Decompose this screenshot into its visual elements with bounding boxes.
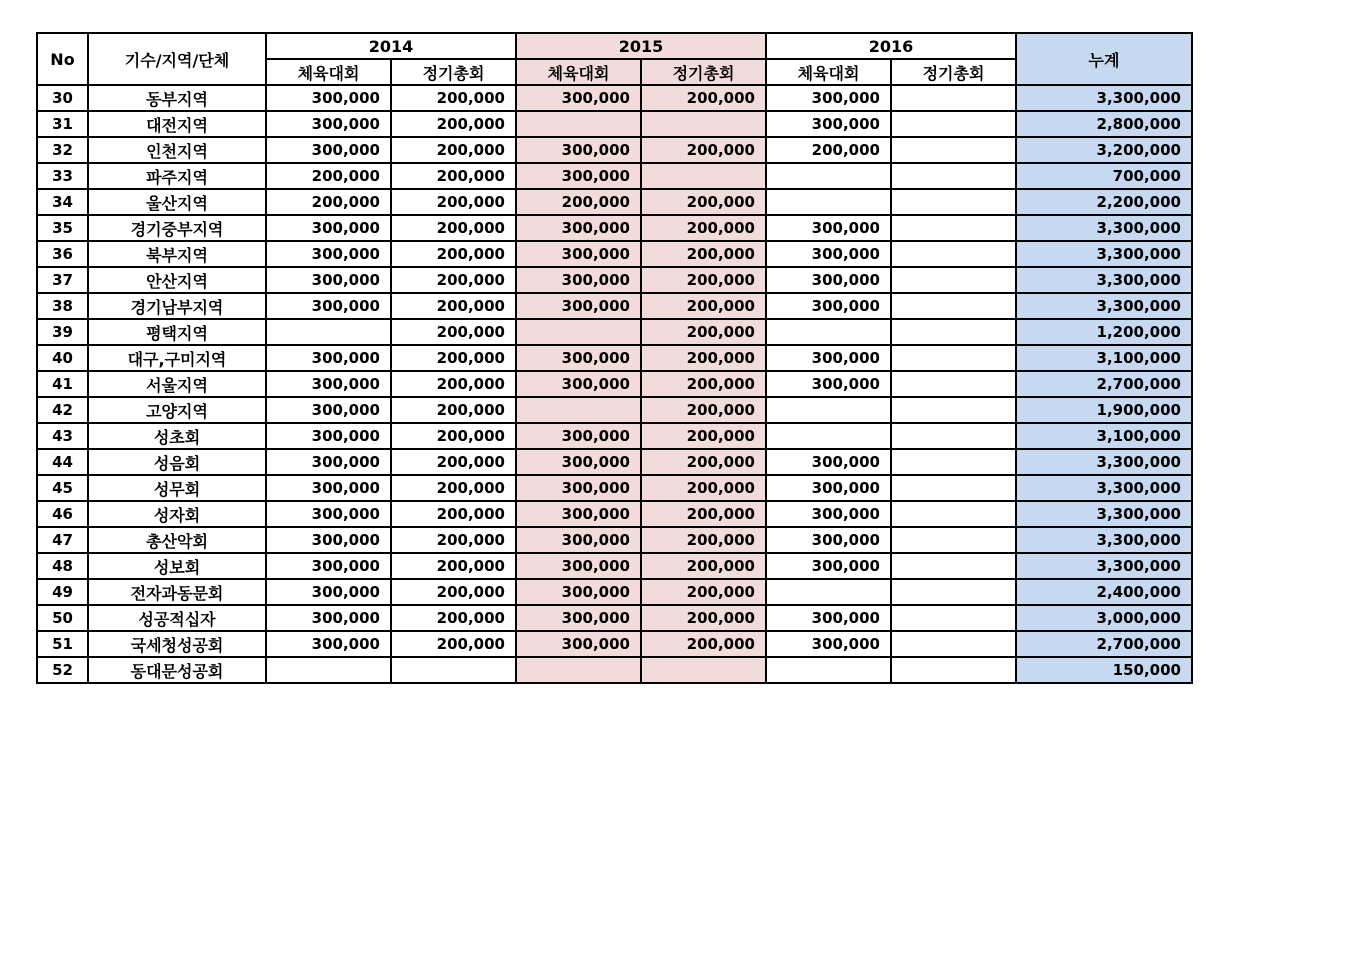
cell-2016-meeting [891,215,1016,241]
cell-2015-meeting: 200,000 [641,189,766,215]
cell-2016-meeting [891,345,1016,371]
cell-2015-sports: 300,000 [516,527,641,553]
cell-2016-meeting [891,579,1016,605]
row-region-cell: 총산악회 [88,527,266,553]
cell-2015-sports: 300,000 [516,163,641,189]
cell-2016-sports: 300,000 [766,501,891,527]
table-row [37,241,1192,267]
row-region-cell: 북부지역 [88,241,266,267]
cell-2016-sports: 300,000 [766,605,891,631]
row-total-cell: 3,200,000 [1016,137,1192,163]
cell-2015-meeting: 200,000 [641,423,766,449]
row-region-cell: 성초회 [88,423,266,449]
cell-2014-sports: 300,000 [266,579,391,605]
cell-2014-sports: 300,000 [266,475,391,501]
cell-2014-sports: 300,000 [266,449,391,475]
cell-2014-meeting: 200,000 [391,449,516,475]
cell-2014-meeting: 200,000 [391,241,516,267]
table-row [37,423,1192,449]
cell-2016-sports: 300,000 [766,111,891,137]
row-total-cell: 3,300,000 [1016,475,1192,501]
cell-2015-sports: 300,000 [516,241,641,267]
cell-2016-meeting [891,85,1016,111]
cell-2014-meeting: 200,000 [391,475,516,501]
table-row [37,371,1192,397]
cell-2015-meeting: 200,000 [641,579,766,605]
cell-2014-sports: 300,000 [266,501,391,527]
header-2015-sports: 체육대회 [516,59,641,85]
table-row [37,605,1192,631]
row-no-cell: 42 [37,397,88,423]
header-total: 누계 [1016,33,1192,85]
row-no-cell: 30 [37,85,88,111]
row-region-cell: 평택지역 [88,319,266,345]
row-no-cell: 34 [37,189,88,215]
cell-2014-meeting: 200,000 [391,85,516,111]
cell-2014-sports: 300,000 [266,345,391,371]
cell-2015-sports [516,319,641,345]
cell-2015-meeting [641,111,766,137]
cell-2016-meeting [891,397,1016,423]
cell-2016-sports: 300,000 [766,241,891,267]
table-row [37,527,1192,553]
table-row [37,85,1192,111]
cell-2016-meeting [891,631,1016,657]
row-total-cell: 3,000,000 [1016,605,1192,631]
row-total-cell: 3,300,000 [1016,553,1192,579]
cell-2014-meeting: 200,000 [391,215,516,241]
row-no-cell: 38 [37,293,88,319]
cell-2015-meeting: 200,000 [641,215,766,241]
row-region-cell: 경기남부지역 [88,293,266,319]
row-region-cell: 경기중부지역 [88,215,266,241]
cell-2015-sports: 300,000 [516,631,641,657]
row-no-cell: 39 [37,319,88,345]
row-total-cell: 2,800,000 [1016,111,1192,137]
cell-2015-meeting: 200,000 [641,267,766,293]
header-2015-meeting: 정기총회 [641,59,766,85]
cell-2015-meeting: 200,000 [641,371,766,397]
row-total-cell: 3,300,000 [1016,241,1192,267]
cell-2016-meeting [891,241,1016,267]
row-total-cell: 2,400,000 [1016,579,1192,605]
cell-2016-meeting [891,163,1016,189]
row-total-cell: 2,700,000 [1016,631,1192,657]
cell-2014-sports: 200,000 [266,163,391,189]
header-2014-meeting: 정기총회 [391,59,516,85]
row-total-cell: 3,100,000 [1016,423,1192,449]
row-total-cell: 3,300,000 [1016,85,1192,111]
cell-2015-meeting: 200,000 [641,553,766,579]
header-2014-sports: 체육대회 [266,59,391,85]
cell-2015-sports: 300,000 [516,501,641,527]
cell-2015-meeting: 200,000 [641,85,766,111]
row-no-cell: 36 [37,241,88,267]
table-row [37,293,1192,319]
cell-2015-sports: 300,000 [516,293,641,319]
cell-2014-meeting: 200,000 [391,137,516,163]
cell-2014-meeting: 200,000 [391,501,516,527]
cell-2016-sports: 300,000 [766,345,891,371]
cell-2016-sports [766,579,891,605]
cell-2016-meeting [891,189,1016,215]
cell-2014-meeting: 200,000 [391,189,516,215]
cell-2014-sports: 300,000 [266,605,391,631]
row-no-cell: 46 [37,501,88,527]
cell-2014-sports: 300,000 [266,137,391,163]
cell-2016-meeting [891,371,1016,397]
row-region-cell: 파주지역 [88,163,266,189]
cell-2016-sports: 200,000 [766,137,891,163]
cell-2014-sports: 300,000 [266,293,391,319]
header-region: 기수/지역/단체 [88,33,266,85]
table-row [37,449,1192,475]
cell-2014-sports: 300,000 [266,527,391,553]
row-total-cell: 700,000 [1016,163,1192,189]
row-no-cell: 40 [37,345,88,371]
cell-2016-sports: 300,000 [766,449,891,475]
row-no-cell: 43 [37,423,88,449]
row-no-cell: 50 [37,605,88,631]
row-no-cell: 49 [37,579,88,605]
row-no-cell: 32 [37,137,88,163]
cell-2015-meeting [641,163,766,189]
table-row [37,553,1192,579]
table-row [37,345,1192,371]
cell-2016-sports: 300,000 [766,215,891,241]
cell-2014-meeting: 200,000 [391,527,516,553]
row-no-cell: 33 [37,163,88,189]
cell-2014-meeting [391,657,516,683]
cell-2015-sports: 300,000 [516,371,641,397]
cell-2016-meeting [891,267,1016,293]
header-2016-meeting: 정기총회 [891,59,1016,85]
cell-2015-sports: 300,000 [516,449,641,475]
table-row [37,163,1192,189]
table-row [37,189,1192,215]
row-no-cell: 48 [37,553,88,579]
cell-2016-meeting [891,605,1016,631]
cell-2016-meeting [891,501,1016,527]
cell-2015-sports: 300,000 [516,137,641,163]
cell-2014-meeting: 200,000 [391,293,516,319]
table-row [37,215,1192,241]
row-no-cell: 47 [37,527,88,553]
cell-2015-meeting: 200,000 [641,631,766,657]
row-region-cell: 울산지역 [88,189,266,215]
row-region-cell: 인천지역 [88,137,266,163]
cell-2014-sports: 300,000 [266,423,391,449]
cell-2016-meeting [891,475,1016,501]
cell-2014-sports: 300,000 [266,631,391,657]
cell-2016-meeting [891,319,1016,345]
header-year-2016: 2016 [766,33,1016,59]
cell-2014-meeting: 200,000 [391,111,516,137]
table-row [37,631,1192,657]
cell-2016-sports [766,319,891,345]
cell-2014-meeting: 200,000 [391,371,516,397]
cell-2014-sports: 300,000 [266,553,391,579]
row-region-cell: 전자과동문회 [88,579,266,605]
table-row [37,657,1192,683]
cell-2016-sports: 300,000 [766,475,891,501]
table-row [37,267,1192,293]
cell-2016-sports [766,163,891,189]
header-year-2014: 2014 [266,33,516,59]
cell-2014-meeting: 200,000 [391,579,516,605]
cell-2016-meeting [891,111,1016,137]
donation-table [36,32,1193,684]
row-region-cell: 성공적십자 [88,605,266,631]
cell-2014-sports: 300,000 [266,267,391,293]
row-region-cell: 동부지역 [88,85,266,111]
cell-2016-sports [766,189,891,215]
cell-2014-meeting: 200,000 [391,631,516,657]
cell-2015-meeting: 200,000 [641,137,766,163]
cell-2014-meeting: 200,000 [391,553,516,579]
row-no-cell: 31 [37,111,88,137]
cell-2015-meeting: 200,000 [641,293,766,319]
cell-2014-meeting: 200,000 [391,319,516,345]
header-year-2015: 2015 [516,33,766,59]
cell-2014-meeting: 200,000 [391,163,516,189]
cell-2015-meeting [641,657,766,683]
cell-2016-meeting [891,553,1016,579]
row-total-cell: 1,200,000 [1016,319,1192,345]
row-total-cell: 2,700,000 [1016,371,1192,397]
table-body [37,85,1192,683]
cell-2015-sports: 300,000 [516,475,641,501]
cell-2016-sports: 300,000 [766,527,891,553]
cell-2016-sports: 300,000 [766,293,891,319]
row-no-cell: 45 [37,475,88,501]
table-row [37,579,1192,605]
cell-2015-meeting: 200,000 [641,475,766,501]
cell-2014-sports: 300,000 [266,371,391,397]
row-total-cell: 2,200,000 [1016,189,1192,215]
cell-2015-sports: 300,000 [516,267,641,293]
cell-2016-meeting [891,449,1016,475]
row-total-cell: 1,900,000 [1016,397,1192,423]
cell-2016-sports: 300,000 [766,267,891,293]
cell-2016-sports [766,397,891,423]
cell-2014-sports: 200,000 [266,189,391,215]
cell-2015-sports: 300,000 [516,553,641,579]
row-region-cell: 성보회 [88,553,266,579]
row-no-cell: 52 [37,657,88,683]
row-region-cell: 대전지역 [88,111,266,137]
row-region-cell: 성자회 [88,501,266,527]
row-no-cell: 41 [37,371,88,397]
table-row [37,137,1192,163]
cell-2014-meeting: 200,000 [391,345,516,371]
row-no-cell: 51 [37,631,88,657]
table-row [37,319,1192,345]
table-row [37,475,1192,501]
cell-2016-meeting [891,657,1016,683]
cell-2014-meeting: 200,000 [391,423,516,449]
row-no-cell: 35 [37,215,88,241]
row-total-cell: 3,300,000 [1016,293,1192,319]
table-row [37,111,1192,137]
cell-2014-sports [266,319,391,345]
cell-2016-meeting [891,293,1016,319]
cell-2015-meeting: 200,000 [641,501,766,527]
row-total-cell: 3,300,000 [1016,501,1192,527]
cell-2016-sports [766,423,891,449]
row-region-cell: 서울지역 [88,371,266,397]
cell-2015-meeting: 200,000 [641,449,766,475]
cell-2015-meeting: 200,000 [641,319,766,345]
table-row [37,501,1192,527]
cell-2016-sports: 300,000 [766,553,891,579]
cell-2014-sports: 300,000 [266,241,391,267]
cell-2015-meeting: 200,000 [641,605,766,631]
cell-2014-sports: 300,000 [266,85,391,111]
cell-2016-meeting [891,527,1016,553]
cell-2015-sports: 300,000 [516,85,641,111]
cell-2015-sports [516,397,641,423]
row-region-cell: 성음회 [88,449,266,475]
cell-2015-sports [516,111,641,137]
cell-2015-sports: 300,000 [516,605,641,631]
cell-2015-sports: 300,000 [516,215,641,241]
cell-2014-sports [266,657,391,683]
row-no-cell: 37 [37,267,88,293]
cell-2016-sports [766,657,891,683]
cell-2015-meeting: 200,000 [641,527,766,553]
row-region-cell: 동대문성공회 [88,657,266,683]
row-no-cell: 44 [37,449,88,475]
cell-2014-meeting: 200,000 [391,267,516,293]
row-total-cell: 3,100,000 [1016,345,1192,371]
cell-2014-meeting: 200,000 [391,397,516,423]
cell-2015-sports: 300,000 [516,579,641,605]
cell-2015-meeting: 200,000 [641,345,766,371]
cell-2014-sports: 300,000 [266,215,391,241]
header-no: No [37,33,88,85]
row-region-cell: 성무회 [88,475,266,501]
cell-2014-meeting: 200,000 [391,605,516,631]
row-total-cell: 3,300,000 [1016,215,1192,241]
cell-2014-sports: 300,000 [266,397,391,423]
row-region-cell: 국세청성공회 [88,631,266,657]
cell-2014-sports: 300,000 [266,111,391,137]
row-total-cell: 150,000 [1016,657,1192,683]
cell-2016-sports: 300,000 [766,85,891,111]
cell-2015-sports: 200,000 [516,189,641,215]
row-total-cell: 3,300,000 [1016,267,1192,293]
cell-2016-meeting [891,423,1016,449]
table-row [37,397,1192,423]
cell-2016-meeting [891,137,1016,163]
row-region-cell: 안산지역 [88,267,266,293]
cell-2015-meeting: 200,000 [641,397,766,423]
cell-2016-sports: 300,000 [766,631,891,657]
header-2016-sports: 체육대회 [766,59,891,85]
cell-2015-meeting: 200,000 [641,241,766,267]
table-header [37,33,1192,85]
row-total-cell: 3,300,000 [1016,449,1192,475]
cell-2016-sports: 300,000 [766,371,891,397]
cell-2015-sports: 300,000 [516,345,641,371]
row-region-cell: 대구,구미지역 [88,345,266,371]
row-region-cell: 고양지역 [88,397,266,423]
row-total-cell: 3,300,000 [1016,527,1192,553]
cell-2015-sports: 300,000 [516,423,641,449]
cell-2015-sports [516,657,641,683]
